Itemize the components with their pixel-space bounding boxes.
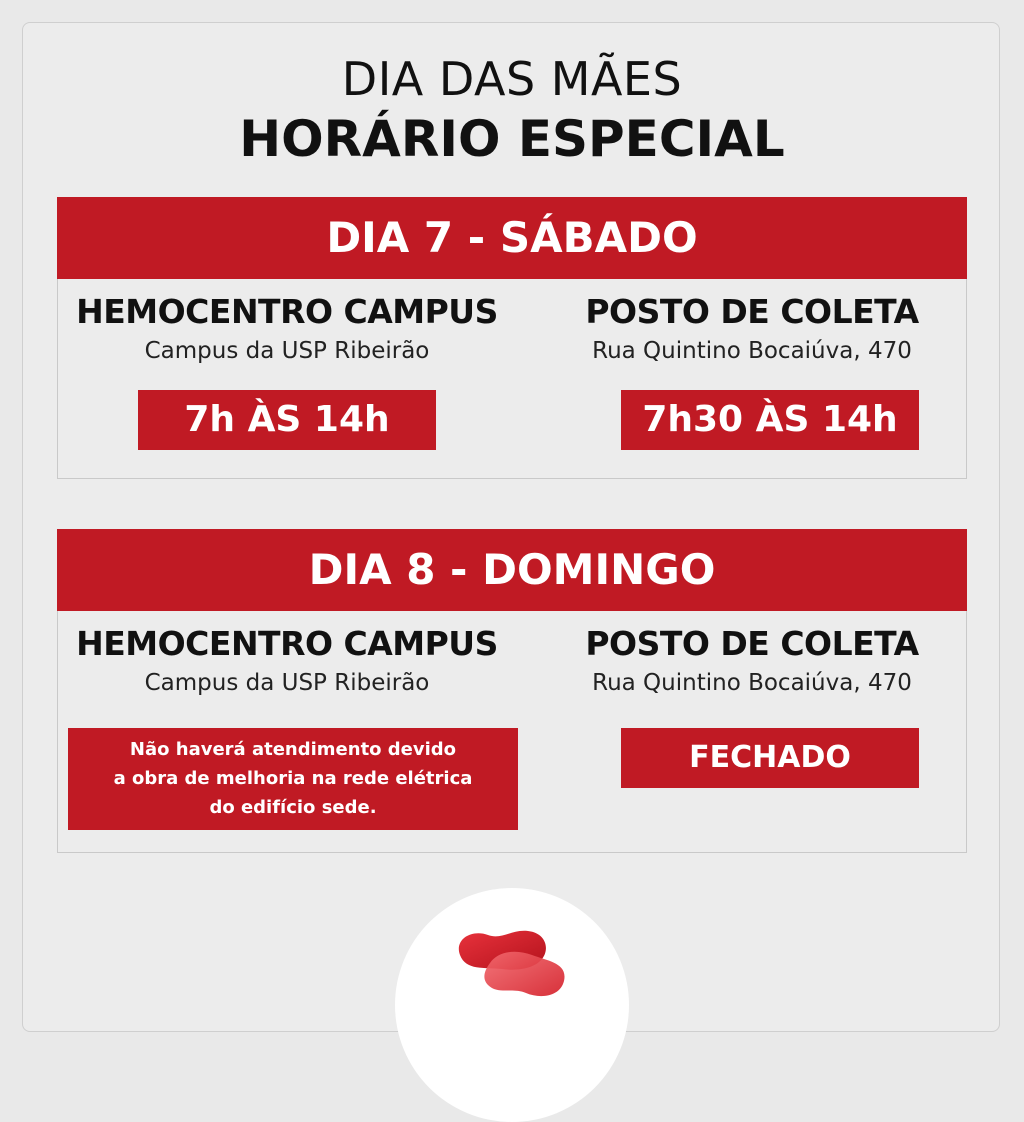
day-title-sunday: DIA 8 - DOMINGO	[57, 529, 967, 611]
opening-hours-badge: 7h ÀS 14h	[138, 390, 436, 450]
closure-notice-line: a obra de melhoria na rede elétrica	[113, 768, 473, 789]
opening-hours-badge: 7h30 ÀS 14h	[621, 390, 919, 450]
closed-status-badge: FECHADO	[621, 728, 919, 788]
location-address: Campus da USP Ribeirão	[144, 670, 430, 696]
day-section-sunday	[57, 529, 967, 853]
page-title-line1: DIA DAS MÃES	[341, 52, 683, 106]
closure-notice-line: Não haverá atendimento devido	[129, 739, 457, 760]
closure-notice	[68, 728, 518, 830]
day-title-saturday: DIA 7 - SÁBADO	[57, 197, 967, 279]
location-name: HEMOCENTRO CAMPUS	[76, 292, 498, 331]
location-name: POSTO DE COLETA	[585, 292, 919, 331]
closure-notice-line: do edifício sede.	[209, 797, 377, 818]
location-name: HEMOCENTRO CAMPUS	[76, 624, 498, 663]
location-address: Rua Quintino Bocaiúva, 470	[592, 670, 912, 696]
day-section-saturday	[57, 197, 967, 479]
location-address: Rua Quintino Bocaiúva, 470	[592, 338, 912, 364]
location-address: Campus da USP Ribeirão	[144, 338, 430, 364]
location-name: POSTO DE COLETA	[585, 624, 919, 663]
page-card	[22, 22, 1000, 1032]
logo-background	[395, 888, 629, 1122]
blood-drop-logo-icon	[454, 925, 570, 1001]
page-title-line2: HORÁRIO ESPECIAL	[239, 110, 785, 168]
